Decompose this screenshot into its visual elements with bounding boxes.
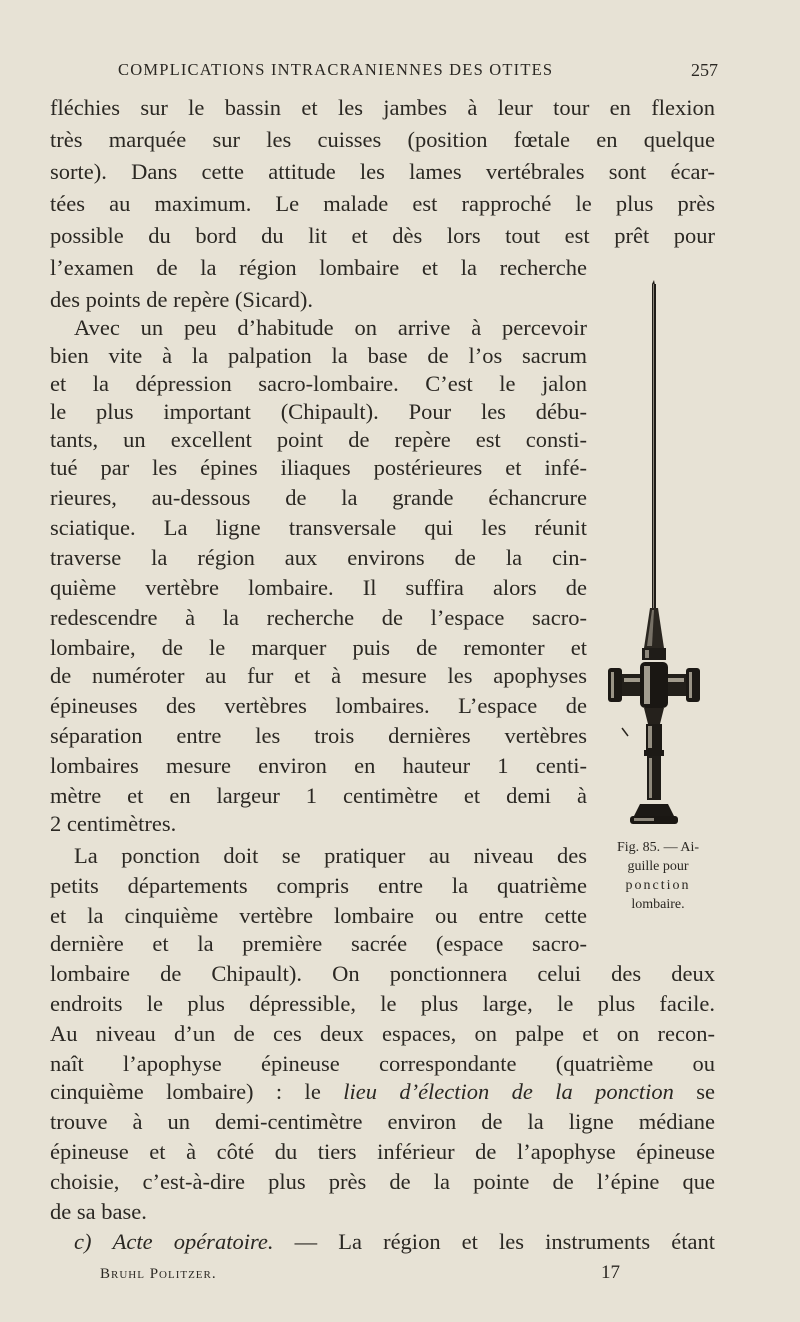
text-line: endroits le plus dépressible, le plus large, le plus facile. (50, 991, 715, 1016)
text-line: redescendre à la recherche de l’espace sacro- (50, 605, 587, 630)
text-line: tants, un excellent point de repère est consti- (50, 427, 587, 452)
text-line: le plus important (Chipault). Pour les débu- (50, 399, 587, 424)
running-title: COMPLICATIONS INTRACRANIENNES DES OTITES (118, 60, 554, 79)
text-line: des points de repère (Sicard). (50, 287, 314, 312)
text-segment: cinquième lombaire) : le (50, 1079, 321, 1104)
needle-base (634, 804, 674, 816)
text-line-mixed (50, 1076, 715, 1108)
text-line: et la dépression sacro-lombaire. C’est le jalon (50, 371, 587, 396)
text-line: lombaire, de le marquer puis de remonter et (50, 635, 587, 660)
text-line: épineuses des vertèbres lombaires. L’espace de (50, 693, 587, 718)
italic-subheading: Acte opératoire. (112, 1229, 274, 1254)
text-line: tées au maximum. Le malade est rapproché le plus près (50, 191, 715, 216)
text-line: tué par les épines iliaques postérieures et infé- (50, 455, 587, 480)
caption-line: Fig. 85. — Ai- (616, 840, 700, 855)
text-segment: — La région et les instruments étant (294, 1229, 716, 1254)
text-segment: se (696, 1079, 716, 1104)
needle-illustration (600, 278, 710, 838)
text-line: possible du bord du lit et dès lors tout est prêt pour (50, 223, 715, 248)
page-footer (100, 1262, 620, 1290)
running-header (118, 60, 718, 88)
text-line: très marquée sur les cuisses (position fœtale en quelque (50, 127, 715, 152)
text-line: trouve à un demi-centimètre environ de la ligne médiane (50, 1109, 715, 1134)
italic-marker: c) (74, 1229, 92, 1254)
text-line: l’examen de la région lombaire et la recherche (50, 255, 587, 280)
text-line: dernière et la première sacrée (espace sacro- (50, 931, 587, 956)
signature-mark: 17 (601, 1262, 620, 1283)
caption-line: ponction (625, 878, 691, 893)
footer-author: Bruhl Politzer. (100, 1266, 217, 1282)
text-line: fléchies sur le bassin et les jambes à leur tour en flexion (50, 95, 715, 120)
text-line: séparation entre les trois dernières vertèbres (50, 723, 587, 748)
italic-phrase: lieu d’élection de la ponction (343, 1079, 674, 1104)
text-line: de numéroter au fur et à mesure les apophyses (50, 663, 587, 688)
left-wing (608, 668, 622, 702)
text-line: rieures, au-dessous de la grande échancrure (50, 485, 587, 510)
text-line: et la cinquième vertèbre lombaire ou entre cette (50, 903, 587, 928)
text-line: lombaires mesure environ en hauteur 1 centi- (50, 753, 587, 778)
text-line: Avec un peu d’habitude on arrive à percevoir (74, 315, 587, 340)
text-line: mètre et en largeur 1 centimètre et demi à (50, 783, 587, 808)
page-number: 257 (691, 60, 718, 80)
text-line: naît l’apophyse épineuse correspondante (quatrième ou (50, 1051, 715, 1076)
lumbar-puncture-needle-figure (600, 278, 710, 838)
text-line: La ponction doit se pratiquer au niveau des (74, 843, 587, 868)
text-line: de sa base. (50, 1199, 147, 1224)
text-line: sorte). Dans cette attitude les lames vertébrales sont écar- (50, 159, 715, 184)
text-line-mixed (50, 1226, 715, 1258)
text-line: sciatique. La ligne transversale qui les réunit (50, 515, 587, 540)
text-line: quième vertèbre lombaire. Il suffira alors de (50, 575, 587, 600)
text-line: lombaire de Chipault). On ponctionnera celui des deux (50, 961, 715, 986)
text-line: petits départements compris entre la quatrième (50, 873, 587, 898)
text-line: Au niveau d’un de ces deux espaces, on palpe et on recon- (50, 1021, 715, 1046)
needle-cone (644, 608, 664, 648)
text-line: traverse la région aux environs de la cin- (50, 545, 587, 570)
text-line: choisie, c’est-à-dire plus près de la pointe de l’épine que (50, 1169, 715, 1194)
text-line: épineuse et à côté du tiers inférieur de l’apophyse épineuse (50, 1139, 715, 1164)
caption-line: lombaire. (631, 897, 685, 912)
text-line: 2 centimètres. (50, 811, 177, 836)
right-wing (686, 668, 700, 702)
text-line: bien vite à la palpation la base de l’os sacrum (50, 343, 587, 368)
caption-line: guille pour (627, 859, 689, 874)
figure-caption (598, 838, 718, 914)
